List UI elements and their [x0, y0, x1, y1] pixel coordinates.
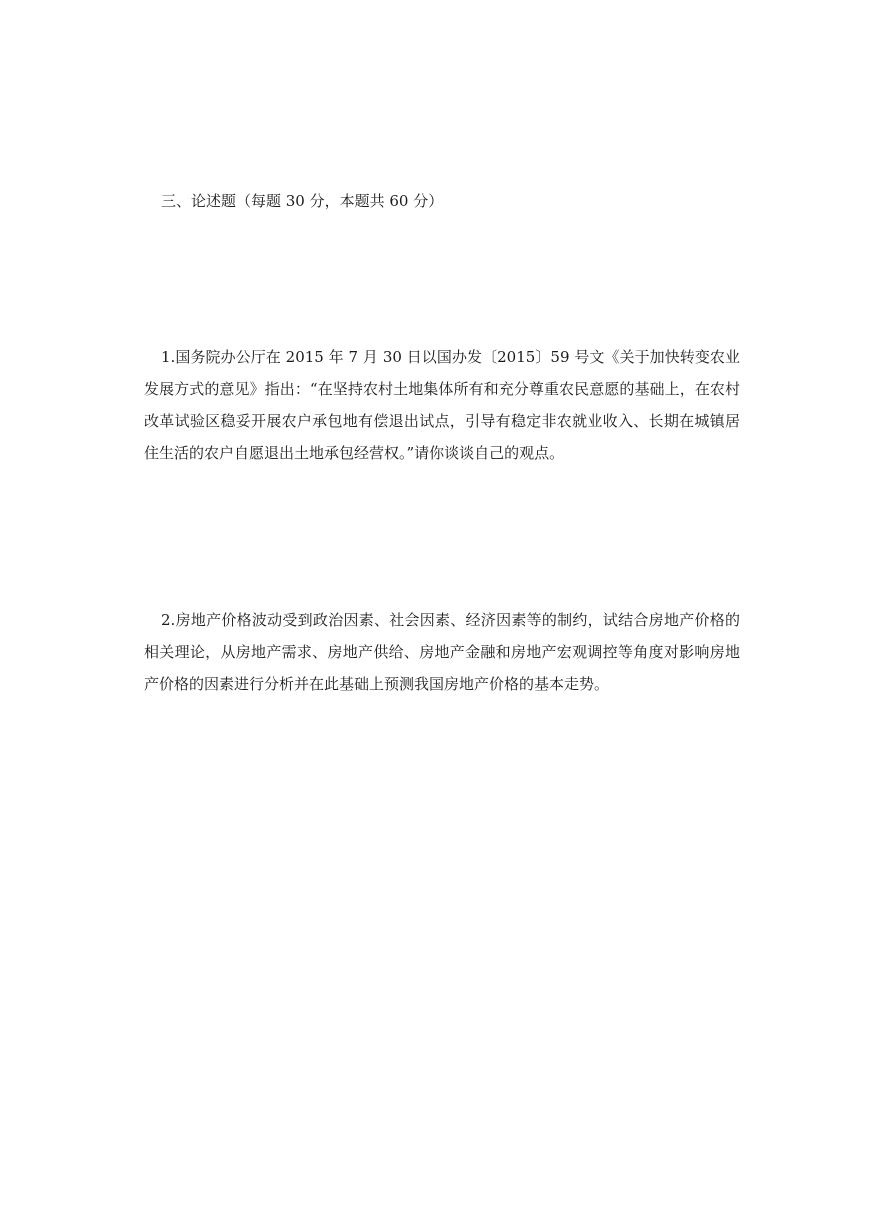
section-heading: 三、论述题（每题 30 分，本题共 60 分） — [161, 192, 444, 210]
question-2: 2.房地产价格波动受到政治因素、社会因素、经济因素等的制约，试结合房地产价格的相关理论，从房地产需求、房地产供给、房地产金融和房地产宏观调控等角度对影响房地产价格的因素进行分析并在此基础上预测我国房地产价格的基本走势。 — [144, 611, 740, 693]
question-1: 1.国务院办公厅在 2015 年 7 月 30 日以国办发〔2015〕59 号文《关于加快转变农业发展方式的意见》指出：“在坚持农村土地集体所有和充分尊重农民意愿的基础上，在农村改革试验区稳妥开展农户承包地有偿退出试点，引导有稳定非农就业收入、长期在城镇居住生活的农户自愿退出土地承包经营权。”请你谈谈自己的观点。 — [144, 348, 740, 462]
